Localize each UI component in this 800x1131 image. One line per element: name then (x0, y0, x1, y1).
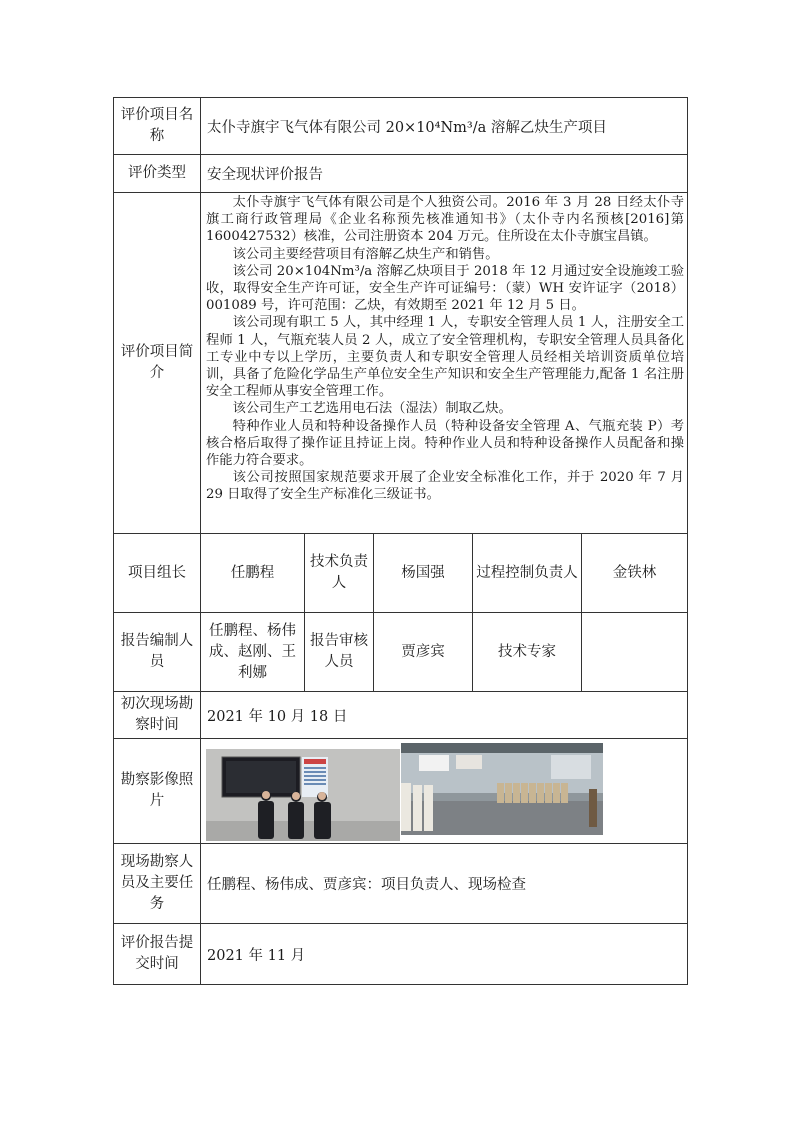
intro-paragraph: 该公司现有职工 5 人，其中经理 1 人，专职安全管理人员 1 人，注册安全工程师 1 人，气瓶充装人员 2 人，成立了安全管理机构，专职安全管理人员具备化工专业中专以上学历，主要负责人和专职安全管理人员经相关培训资质单位培训，具备了危险化学品生产单位安全生产知识和安全生产管理能力,配备 1 名注册安全工程师从事安全管理工作。 (206, 315, 684, 400)
tech-label: 技术负责人 (305, 534, 374, 613)
submit-time-label: 评价报告提交时间 (114, 924, 201, 985)
project-name-label: 评价项目名称 (114, 98, 201, 155)
photos-label: 勘察影像照片 (114, 739, 201, 844)
intro-label: 评价项目简介 (114, 193, 201, 534)
row-intro (114, 193, 688, 534)
intro-paragraph: 该公司主要经营项目有溶解乙炔生产和销售。 (232, 246, 499, 262)
survey-staff-value: 任鹏程、杨伟成、贾彦宾：项目负责人、现场检查 (201, 844, 688, 924)
row-survey-staff (114, 844, 688, 924)
reviewer-value: 贾彦宾 (374, 613, 473, 692)
process-label: 过程控制负责人 (473, 534, 582, 613)
tech-value: 杨国强 (374, 534, 473, 613)
site-photo-staff (206, 749, 400, 841)
project-name-value: 太仆寺旗宇飞气体有限公司 20×10⁴Nm³/a 溶解乙炔生产项目 (201, 98, 688, 155)
submit-time-value: 2021 年 11 月 (201, 924, 688, 985)
eval-type-value: 安全现状评价报告 (201, 155, 688, 193)
eval-type-label: 评价类型 (114, 155, 201, 193)
survey-time-label: 初次现场勘察时间 (114, 692, 201, 739)
row-submit-time (114, 924, 688, 985)
expert-label: 技术专家 (473, 613, 582, 692)
intro-paragraph: 该公司按照国家规范要求开展了企业安全标准化工作，并于 2020 年 7 月 29 日取得了安全生产标准化三级证书。 (206, 470, 684, 503)
intro-paragraph: 该公司 20×104Nm³/a 溶解乙炔项目于 2018 年 12 月通过安全设施竣工验收，取得安全生产许可证，安全生产许可证编号：（蒙）WH 安许证字（2018）001089 号，许可范围：乙炔，有效期至 2021 年 12 月 5 日。 (206, 263, 684, 314)
survey-time-value: 2021 年 10 月 18 日 (201, 692, 688, 739)
row-eval-type (114, 155, 688, 193)
row-photos (114, 739, 688, 844)
row-project-name (114, 98, 688, 155)
process-value: 金铁林 (582, 534, 688, 613)
intro-paragraph: 特种作业人员和特种设备操作人员（特种设备安全管理 A、气瓶充装 P）考核合格后取得了操作证且持证上岗。特种作业人员和特种设备操作人员配备和操作能力符合要求。 (206, 418, 684, 469)
writers-value: 任鹏程、杨伟成、赵刚、王利娜 (201, 613, 305, 692)
leader-label: 项目组长 (114, 534, 201, 613)
reviewer-label: 报告审核人员 (305, 613, 374, 692)
evaluation-info-table (113, 97, 688, 985)
leader-value: 任鹏程 (201, 534, 305, 613)
photos-cell (201, 739, 688, 844)
expert-value (582, 613, 688, 692)
site-photo-cylinders (401, 743, 603, 835)
intro-paragraph: 该公司生产工艺选用电石法（湿法）制取乙炔。 (232, 401, 512, 417)
row-team (114, 534, 688, 613)
writers-label: 报告编制人员 (114, 613, 201, 692)
intro-body (201, 193, 688, 534)
row-survey-time (114, 692, 688, 739)
survey-staff-label: 现场勘察人员及主要任务 (114, 844, 201, 924)
intro-paragraph: 太仆寺旗宇飞气体有限公司是个人独资公司。2016 年 3 月 28 日经太仆寺旗工商行政管理局《企业名称预先核准通知书》（太仆寺内名预核[2016]第 1600427532）核准，公司注册资本 204 万元。住所设在太仆寺旗宝昌镇。 (206, 195, 684, 245)
row-report (114, 613, 688, 692)
